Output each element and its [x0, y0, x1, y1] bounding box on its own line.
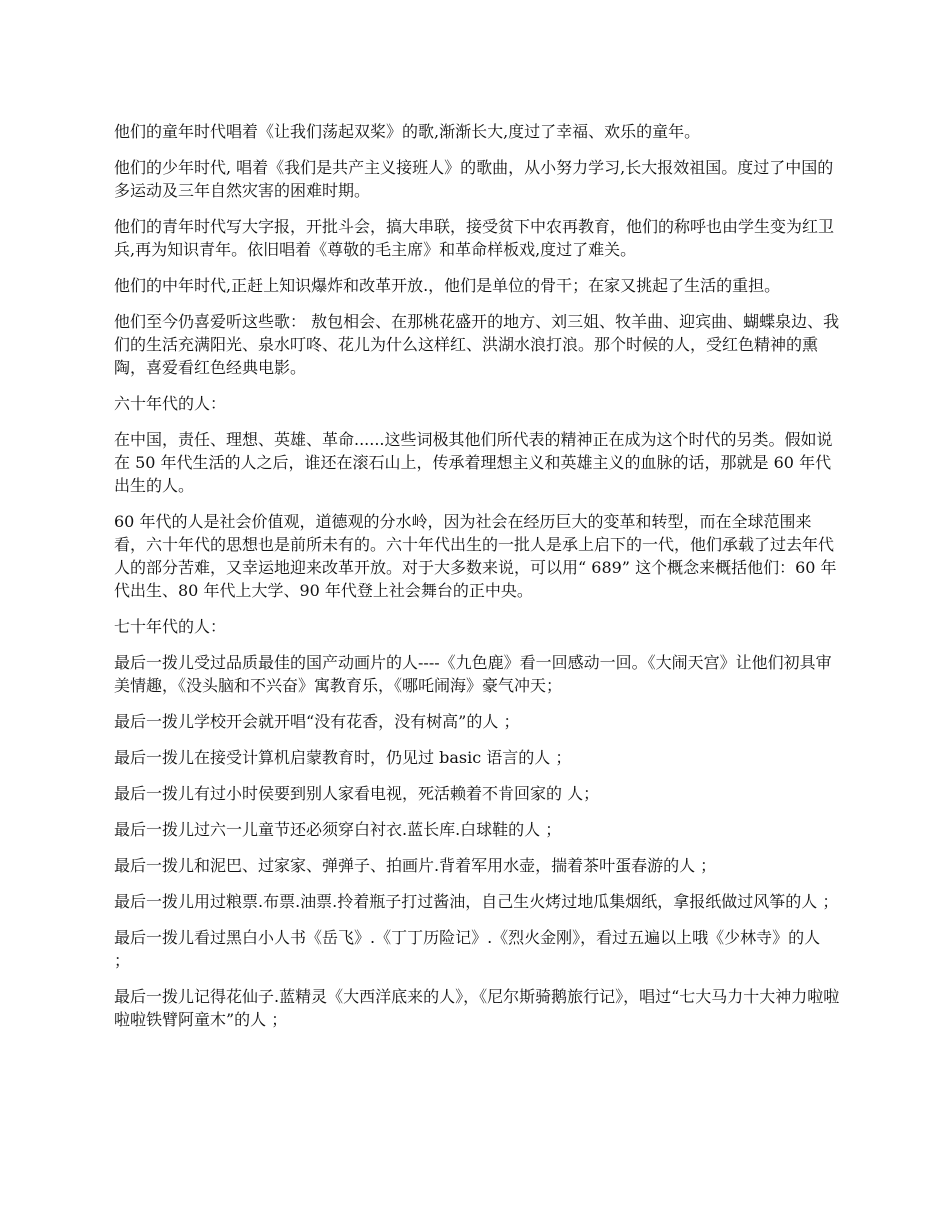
list-item: 最后一拨儿在接受计算机启蒙教育时，仍见过 basic 语言的人 ；: [114, 748, 572, 767]
paragraph-youth: 他们的少年时代, 唱着《我们是共产主义接班人》的歌曲，从小努力学习,长大报效祖国。度过了中国的多运动及三年自然灾害的困难时期。: [114, 158, 834, 200]
section-heading-sixties: 六十年代的人：: [114, 394, 227, 413]
list-item: 最后一拨儿用过粮票.布票.油票.拎着瓶子打过酱油，自己生火烤过地瓜集烟纸，拿报纸做过风筝的人 ；: [114, 892, 839, 911]
list-item: 最后一拨儿过六一儿童节还必须穿白衬衣.蓝长库.白球鞋的人 ；: [114, 820, 562, 839]
paragraph-sixties-689: 60 年代的人是社会价值观，道德观的分水岭，因为社会在经历巨大的变革和转型，而在全球范围来看，六十年代的思想也是前所未有的。六十年代出生的一批人是承上启下的一代，他们承载了过去年代人的部分苦难，又幸运地迎来改革开放。对于大多数来说，可以用“ 689” 这个概念来概括他们：60 年代出生、80 年代上大学、90 年代登上社会舞台的正中央。: [114, 512, 837, 600]
paragraph-childhood: 他们的童年时代唱着《让我们荡起双桨》的歌,渐渐长大,度过了幸福、欢乐的童年。: [114, 122, 701, 141]
paragraph-songs: 他们至今仍喜爱听这些歌： 敖包相会、在那桃花盛开的地方、刘三姐、牧羊曲、迎宾曲、蝴蝶泉边、我们的生活充满阳光、泉水叮咚、花儿为什么这样红、洪湖水浪打浪。那个时候的人，受红色精神的熏陶，喜爱看红色经典电影。: [114, 312, 840, 377]
section-heading-seventies: 七十年代的人：: [114, 617, 227, 636]
document-body: [114, 120, 840, 1044]
list-item: 最后一拨儿记得花仙子.蓝精灵《大西洋底来的人》，《尼尔斯骑鹅旅行记》，唱过“七大马力十大神力啦啦啦啦铁臂阿童木”的人 ；: [114, 987, 840, 1029]
list-item: 最后一拨儿学校开会就开唱“没有花香，没有树高”的人 ；: [114, 712, 520, 731]
list-item: 最后一拨儿有过小时侯要到别人家看电视，死活赖着不肯回家的 人；: [114, 784, 600, 803]
paragraph-sixties-spirit: 在中国，责任、理想、英雄、革命......这些词极其他们所代表的精神正在成为这个时代的另类。假如说在 50 年代生活的人之后，谁还在滚石山上，传承着理想主义和英雄主义的血脉的话，那就是 60 年代出生的人。: [114, 430, 833, 495]
list-item: 最后一拨儿和泥巴、过家家、弹弹子、拍画片.背着军用水壶，揣着茶叶蛋春游的人 ；: [114, 856, 717, 875]
list-item: 最后一拨儿看过黑白小人书《岳飞》.《丁丁历险记》.《烈火金刚》，看过五遍以上哦《少林寺》的人 ；: [114, 928, 821, 970]
list-item: 最后一拨儿受过品质最佳的国产动画片的人----《九色鹿》看一回感动一回。《大闹天宫》让他们初具审美情趣，《没头脑和不兴奋》寓教育乐，《哪吒闹海》豪气冲天；: [114, 653, 832, 695]
paragraph-young-adult: 他们的青年时代写大字报，开批斗会，搞大串联，接受贫下中农再教育，他们的称呼也由学生变为红卫兵,再为知识青年。依旧唱着《尊敬的毛主席》和革命样板戏,度过了难关。: [114, 217, 835, 259]
paragraph-middle-age: 他们的中年时代,正赶上知识爆炸和改革开放.，他们是单位的骨干；在家又挑起了生活的重担。: [114, 276, 781, 295]
